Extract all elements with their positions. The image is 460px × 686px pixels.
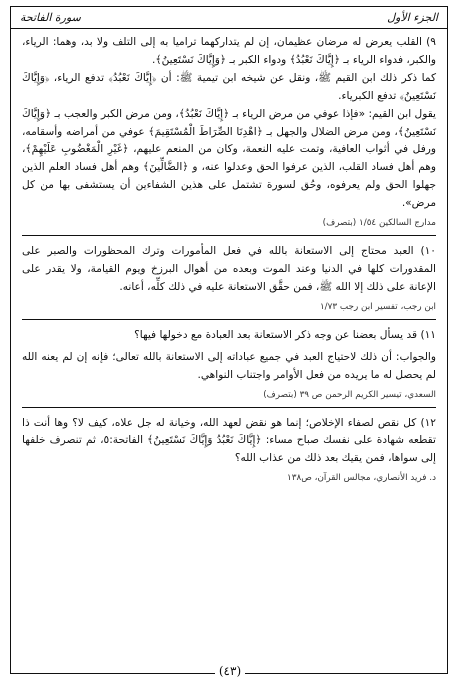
section-10 [22, 243, 436, 314]
paragraph: والجواب: أن ذلك لاحتياج العبد في جميع عباداته إلى الاستعانة بالله تعالى؛ فإنه إن لم يعنه الله لم يحصل له ما يريده من فعل الأوامر واجتناب النواهي. [22, 350, 436, 381]
paragraph: ١١) قد يسأل بعضنا عن وجه ذكر الاستعانة بعد العبادة مع دخولها فيها؟ [134, 328, 436, 341]
header-rule [10, 28, 448, 29]
section-divider [22, 235, 436, 236]
page-number [0, 664, 460, 678]
page-number-text: (٤٣) [215, 664, 245, 678]
source-citation: ابن رجب، تفسير ابن رجب ١/٧٣ [319, 301, 436, 312]
header-part-title: الجزء الأول [387, 10, 438, 24]
paragraph: يقول ابن القيم: «فإذا عوفي من مرض الرياء بـ ﴿إِيَّاكَ نَعْبُدُ﴾، ومن مرض الكبر والعجب بـ ﴿وَإِيَّاكَ نَسْتَعِينُ﴾، ومن مرض الضلال والجهل بـ ﴿اهْدِنَا الصِّرَاطَ الْمُسْتَقِيمَ﴾ عوفي من أمراضه وأسقامه، ورفل في أثواب العافية، وتمت عليه النعمة، وكان من المنعم عليهم، ﴿غَيْرِ الْمَغْضُوبِ عَلَيْهِمْ﴾، وهم أهل فساد القلب، الذين عرفوا الحق وعدلوا عنه، و ﴿الضَّالِّينَ﴾ وهم أهل فساد العلم الذين جهلوا الحق ولم يعرفوه، وحُق لسورة تشتمل على هذين الشفاءين أن يستشفى بها من كل مرض». [22, 107, 436, 210]
paragraph: كما ذكر ذلك ابن القيم ﷺ، ونقل عن شيخه ابن تيمية ﷺ: أن ﴿إِيَّاكَ نَعْبُدُ﴾ تدفع الرياء، ﴿وَإِيَّاكَ نَسْتَعِينُ﴾ تدفع الكبرياء. [22, 71, 436, 102]
paragraph: ١٢) كل نقص لصفاء الإخلاص؛ إنما هو نقض لعهد الله، وخيانة له جل علاه، كيف لا؟ وها أنت ذا تقطعه شهادة على نفسك صباح مساء: ﴿إِيَّاكَ نَعْبُدُ وَإِيَّاكَ نَسْتَعِينُ﴾ الفاتحة:٥، ثم تنصرف خلفها إلى سواها، فمن يقيك بعد ذلك من عذاب الله؟ [22, 416, 436, 465]
section-12 [22, 415, 436, 486]
source-citation: مدارج السالكين ١/٥٤ (بتصرف) [322, 218, 436, 229]
source-citation: السعدي، تيسير الكريم الرحمن ص ٣٩ (بتصرف) [263, 389, 436, 400]
running-header [10, 6, 448, 28]
page-body [22, 34, 436, 487]
section-9 [22, 34, 436, 230]
source-citation: د. فريد الأنصاري، مجالس القرآن، ص١٣٨ [287, 473, 436, 484]
paragraph: ٩) القلب يعرض له مرضان عظيمان، إن لم يتداركهما تراميا به إلى التلف ولا بد، وهما: الرياء، والكبر، فدواء الرياء بـ ﴿إِيَّاكَ نَعْبُدُ﴾ ودواء الكبر بـ ﴿وَإِيَّاكَ نَسْتَعِينُ﴾. [22, 36, 436, 66]
header-surah-title: سورة الفاتحة [20, 10, 81, 24]
section-11 [22, 327, 436, 402]
section-divider [22, 407, 436, 408]
paragraph: ١٠) العبد محتاج إلى الاستعانة بالله في فعل المأمورات وترك المحظورات والصبر على المقدورات كلها في الدنيا وعند الموت وبعده من أهوال البرزخ ويوم القيامة، ولا يقدر على الإعانة على ذلك إلا الله ﷺ، فمن حقَّق الاستعانة عليه في ذلك كلِّه، أعانه. [22, 245, 436, 293]
section-divider [22, 319, 436, 320]
